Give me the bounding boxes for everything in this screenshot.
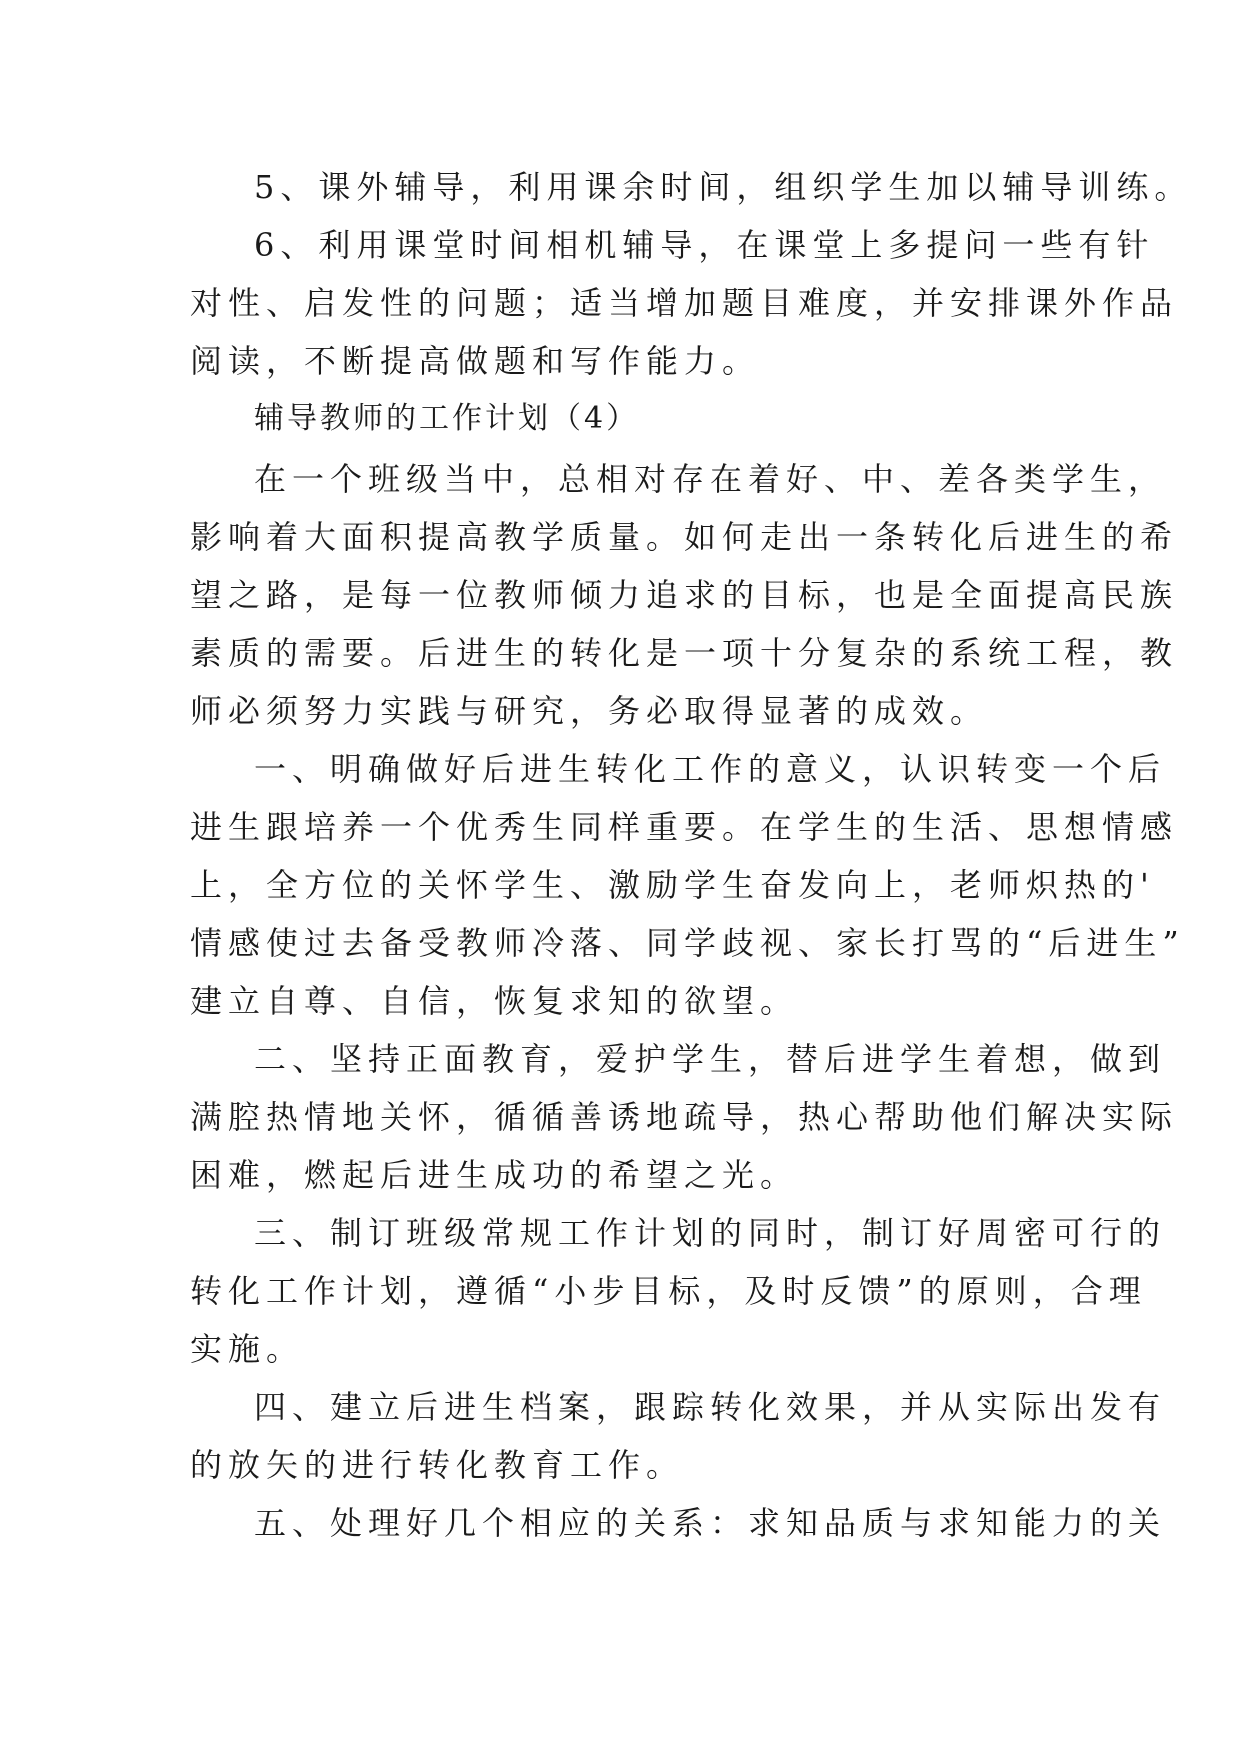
paragraph xyxy=(190,1204,1167,1378)
text-line: 阅读，不断提高做题和写作能力。 xyxy=(190,342,761,380)
section-heading-text: 辅导教师的工作计划（4） xyxy=(254,401,640,436)
paragraph xyxy=(190,740,1185,1030)
text-line: 6、利用课堂时间相机辅导，在课堂上多提问一些有针 xyxy=(254,226,1155,264)
document-body xyxy=(190,158,1193,1552)
text-line: 5、课外辅导，利用课余时间，组织学生加以辅导训练。 xyxy=(254,168,1193,206)
text-line: 素质的需要。后进生的转化是一项十分复杂的系统工程，教 xyxy=(190,634,1179,672)
paragraph xyxy=(190,450,1179,740)
section-heading xyxy=(190,390,1050,448)
text-line: 三、制订班级常规工作计划的同时，制订好周密可行的 xyxy=(254,1214,1167,1252)
text-line: 进生跟培养一个优秀生同样重要。在学生的生活、思想情感 xyxy=(190,808,1179,846)
text-line: 师必须努力实践与研究，务必取得显著的成效。 xyxy=(190,692,989,730)
text-line: 对性、启发性的问题；适当增加题目难度，并安排课外作品 xyxy=(190,284,1179,322)
text-line: 一、明确做好后进生转化工作的意义，认识转变一个后 xyxy=(254,750,1167,788)
text-line: 情感使过去备受教师冷落、同学歧视、家长打骂的“后进生” xyxy=(190,924,1185,962)
text-line: 转化工作计划，遵循“小步目标，及时反馈”的原则，合理 xyxy=(190,1272,1147,1310)
text-line: 五、处理好几个相应的关系：求知品质与求知能力的关 xyxy=(254,1504,1167,1542)
text-line: 望之路，是每一位教师倾力追求的目标，也是全面提高民族 xyxy=(190,576,1179,614)
paragraph xyxy=(190,158,1193,216)
paragraph xyxy=(190,1494,1167,1552)
paragraph xyxy=(190,1378,1167,1494)
text-line: 建立自尊、自信，恢复求知的欲望。 xyxy=(190,982,799,1020)
paragraph xyxy=(190,216,1179,390)
text-line: 满腔热情地关怀，循循善诱地疏导，热心帮助他们解决实际 xyxy=(190,1098,1179,1136)
text-line: 上，全方位的关怀学生、激励学生奋发向上，老师炽热的' xyxy=(190,866,1155,904)
text-line: 在一个班级当中，总相对存在着好、中、差各类学生， xyxy=(254,460,1167,498)
text-line: 四、建立后进生档案，跟踪转化效果，并从实际出发有 xyxy=(254,1388,1167,1426)
text-line: 困难，燃起后进生成功的希望之光。 xyxy=(190,1156,799,1194)
text-line: 二、坚持正面教育，爱护学生，替后进学生着想，做到 xyxy=(254,1040,1167,1078)
text-line: 的放矢的进行转化教育工作。 xyxy=(190,1446,685,1484)
text-line: 实施。 xyxy=(190,1330,305,1368)
paragraph xyxy=(190,1030,1179,1204)
text-line: 影响着大面积提高教学质量。如何走出一条转化后进生的希 xyxy=(190,518,1179,556)
